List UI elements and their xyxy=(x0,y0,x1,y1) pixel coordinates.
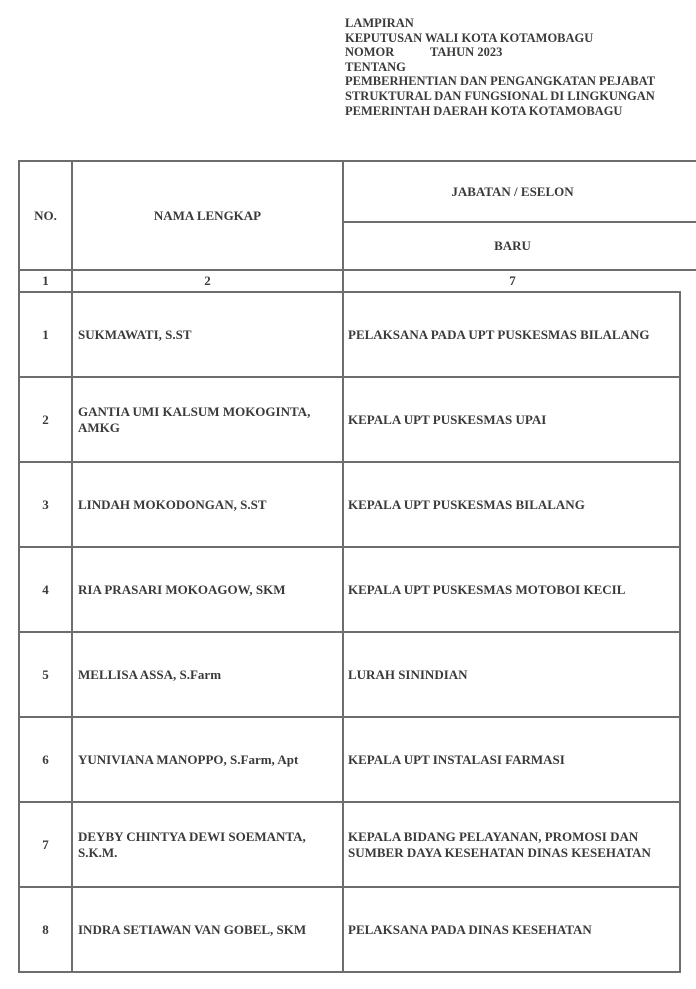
header-cell-no: NO. xyxy=(34,207,57,223)
row-number-cell: 8 xyxy=(20,888,73,971)
colnum-jabatan: 7 xyxy=(509,273,516,288)
colnum-nama: 2 xyxy=(204,273,211,288)
row-number-cell: 4 xyxy=(20,548,73,631)
row-number-cell: 7 xyxy=(20,803,73,886)
header-cell-nama: NAMA LENGKAP xyxy=(153,207,262,223)
nama-cell: LINDAH MOKODONGAN, S.ST xyxy=(73,463,344,546)
table-row xyxy=(20,378,679,463)
table-row xyxy=(20,888,679,971)
nama-cell: RIA PRASARI MOKOAGOW, SKM xyxy=(73,548,344,631)
letterhead-nomor: NOMOR xyxy=(345,45,395,60)
table-row xyxy=(20,463,679,548)
nama-cell: YUNIVIANA MANOPPO, S.Farm, Apt xyxy=(73,718,344,801)
letterhead-lampiran: LAMPIRAN xyxy=(345,16,414,30)
nama-cell: SUKMAWATI, S.ST xyxy=(73,293,344,376)
letterhead xyxy=(345,16,675,118)
table-row xyxy=(20,633,679,718)
row-number-cell: 1 xyxy=(20,293,73,376)
letterhead-keputusan: KEPUTUSAN WALI KOTA KOTAMOBAGU xyxy=(345,30,594,45)
jabatan-cell: KEPALA UPT PUSKESMAS UPAI xyxy=(348,411,547,427)
table-row xyxy=(20,718,679,803)
jabatan-cell: KEPALA UPT PUSKESMAS MOTOBOI KECIL xyxy=(348,581,626,597)
jabatan-cell: PELAKSANA PADA DINAS KESEHATAN xyxy=(348,921,592,937)
nama-cell: INDRA SETIAWAN VAN GOBEL, SKM xyxy=(73,888,344,971)
row-number-cell: 6 xyxy=(20,718,73,801)
header-cell-jabatan: JABATAN / ESELON xyxy=(451,183,574,199)
letterhead-tahun: TAHUN 2023 xyxy=(430,45,503,60)
nama-cell: GANTIA UMI KALSUM MOKOGINTA, AMKG xyxy=(73,378,344,461)
table-row xyxy=(20,293,679,378)
letterhead-nomor-line xyxy=(345,45,675,60)
jabatan-cell: KEPALA UPT INSTALASI FARMASI xyxy=(348,751,565,767)
nama-cell: MELLISA ASSA, S.Farm xyxy=(73,633,344,716)
jabatan-cell: PELAKSANA PADA UPT PUSKESMAS BILALANG xyxy=(348,326,650,342)
jabatan-cell: LURAH SININDIAN xyxy=(348,666,468,682)
colnum-no: 1 xyxy=(42,273,49,288)
jabatan-cell: KEPALA UPT PUSKESMAS BILALANG xyxy=(348,496,585,512)
row-number-cell: 5 xyxy=(20,633,73,716)
letterhead-title-1: PEMBERHENTIAN DAN PENGANGKATAN PEJABAT xyxy=(345,74,656,89)
nama-cell: DEYBY CHINTYA DEWI SOEMANTA, S.K.M. xyxy=(73,803,344,886)
letterhead-tentang: TENTANG xyxy=(345,59,406,74)
table-row xyxy=(20,803,679,888)
row-number-cell: 3 xyxy=(20,463,73,546)
letterhead-title-3: PEMERINTAH DAERAH KOTA KOTAMOBAGU xyxy=(345,103,623,118)
header-cell-baru: BARU xyxy=(494,238,531,253)
appointments-table-body xyxy=(18,291,681,973)
row-number-cell: 2 xyxy=(20,378,73,461)
table-row xyxy=(20,548,679,633)
jabatan-cell: KEPALA BIDANG PELAYANAN, PROMOSI DAN SUMBER DAYA KESEHATAN DINAS KESEHATAN xyxy=(348,828,651,860)
letterhead-title-2: STRUKTURAL DAN FUNGSIONAL DI LINGKUNGAN xyxy=(345,88,655,103)
